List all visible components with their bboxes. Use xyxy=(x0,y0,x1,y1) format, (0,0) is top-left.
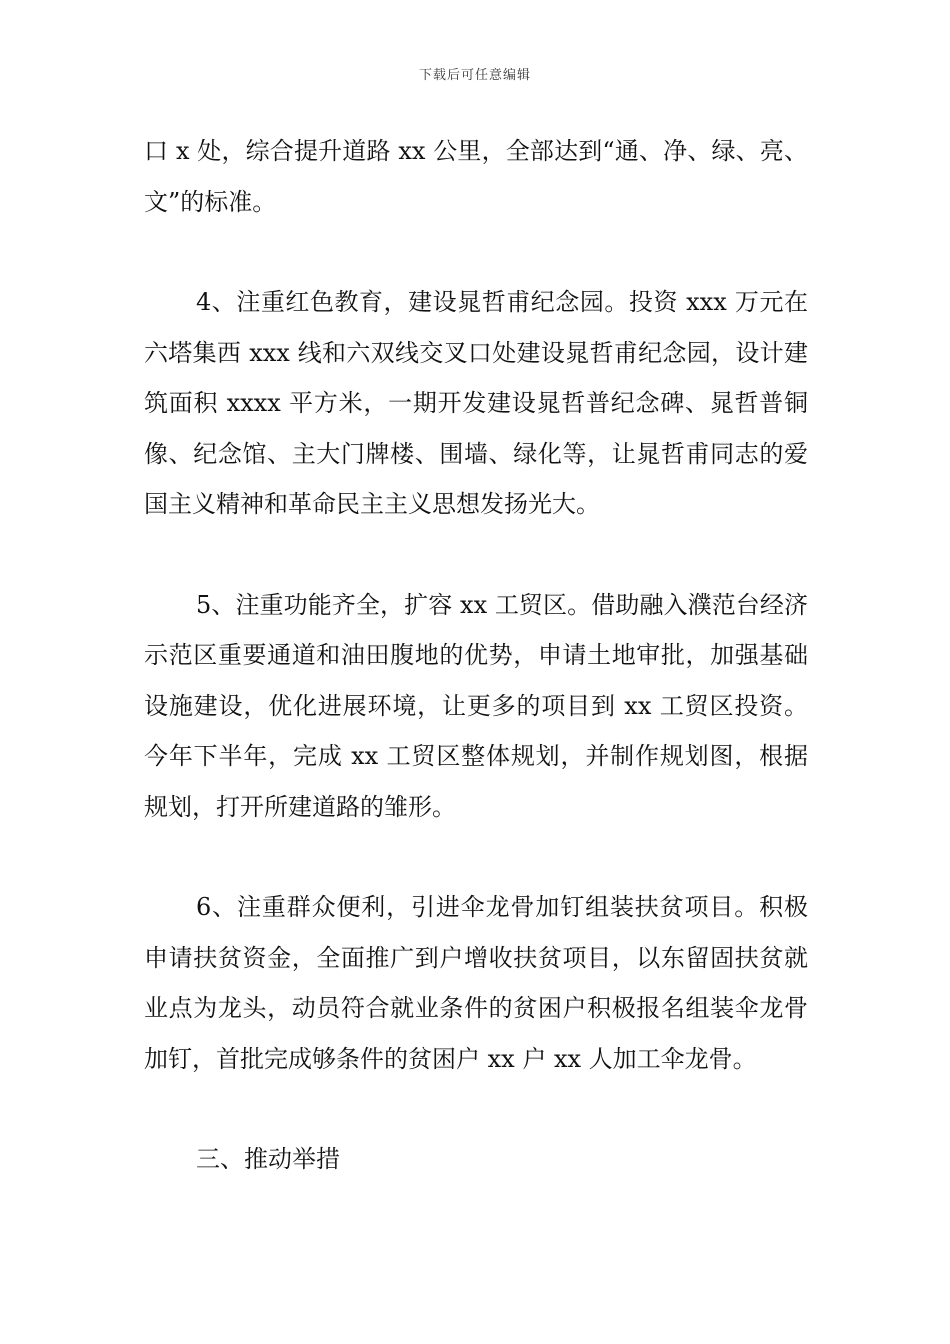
paragraph-spacer xyxy=(144,227,808,277)
paragraph-item-4: 4、注重红色教育，建设晁哲甫纪念园。投资 xxx 万元在六塔集西 xxx 线和六双线交叉口处建设晁哲甫纪念园，设计建筑面积 xxxx 平方米，一期开发建设晁哲普纪念碑、晁哲普铜像、纪念馆、主大门牌楼、围墙、绿化等，让晁哲甫同志的爱国主义精神和革命民主主义思想发扬光大。 xyxy=(144,288,808,518)
paragraph-item-6: 6、注重群众便利，引进伞龙骨加钉组装扶贫项目。积极申请扶贫资金，全面推广到户增收扶贫项目，以东留固扶贫就业点为龙头，动员符合就业条件的贫困户积极报名组装伞龙骨加钉，首批完成够条件的贫困户 xx 户 xx 人加工伞龙骨。 xyxy=(144,893,808,1073)
section-heading: 三、推动举措 xyxy=(196,1145,340,1173)
paragraph-spacer xyxy=(144,530,808,580)
paragraph-item-5: 5、注重功能齐全，扩容 xx 工贸区。借助融入濮范台经济示范区重要通道和油田腹地的优势，申请土地审批，加强基础设施建设，优化进展环境，让更多的项目到 xx 工贸区投资。今年下半年，完成 xx 工贸区整体规划，并制作规划图，根据规划，打开所建道路的雏形。 xyxy=(144,590,808,821)
paragraph-spacer xyxy=(144,1084,808,1134)
header-note: 下载后可任意编辑 xyxy=(418,68,531,83)
paragraph-spacer xyxy=(144,832,808,882)
paragraph-continuation: 口 x 处，综合提升道路 xx 公里，全部达到“通、净、绿、亮、文”的标准。 xyxy=(144,137,808,216)
document-body xyxy=(144,126,808,1185)
